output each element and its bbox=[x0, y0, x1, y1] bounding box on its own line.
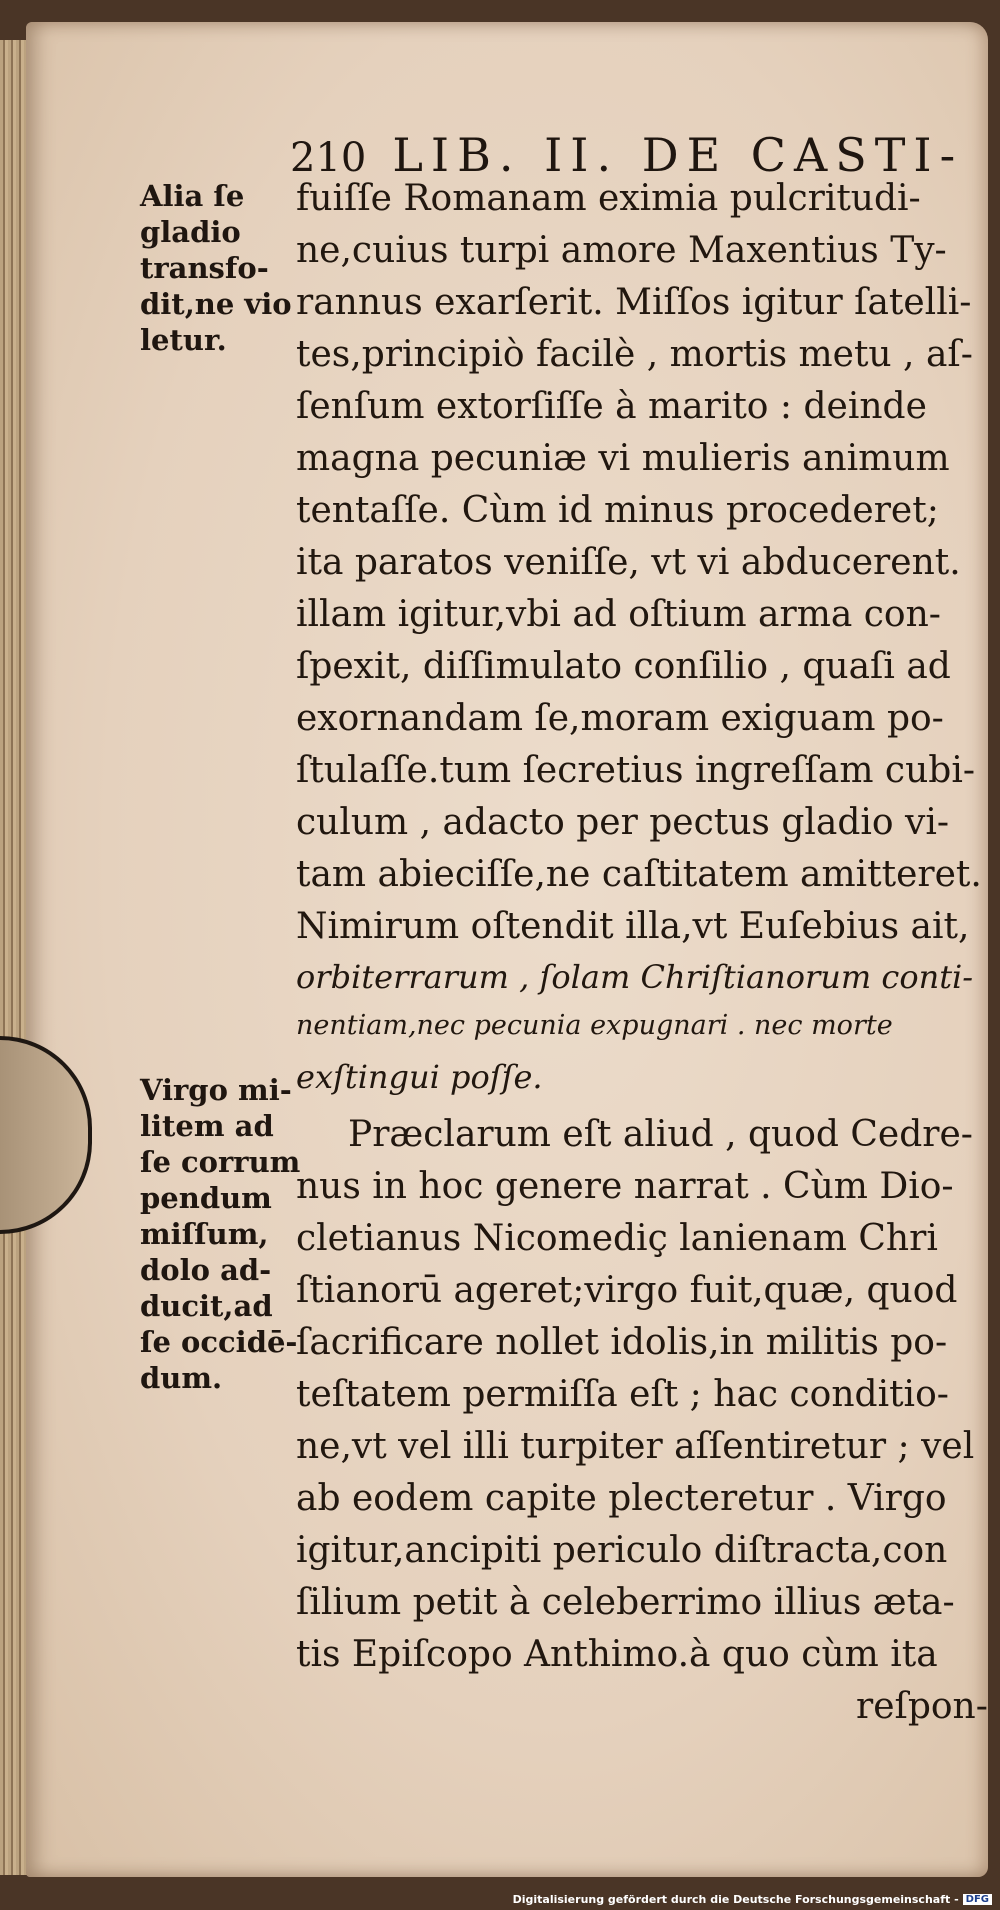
margin-note-line: dolo ad- bbox=[140, 1253, 272, 1287]
margin-note-line: miſſum, bbox=[140, 1217, 269, 1251]
footer-text: Digitalisierung gefördert durch die Deutsche Forschungsgemeinschaft - bbox=[512, 1893, 959, 1906]
text-line: illam igitur,vbi ad oſtium arma con- bbox=[296, 594, 941, 635]
text-line: ſacrificare nollet idolis,in militis po- bbox=[296, 1322, 948, 1363]
margin-note-line: dum. bbox=[140, 1361, 223, 1395]
running-head bbox=[290, 128, 970, 182]
margin-note-2 bbox=[140, 1072, 300, 1396]
running-title: LIB. II. DE CASTI- bbox=[392, 128, 964, 182]
text-line: tam abieciſſe,ne caſtitatem amitteret. bbox=[296, 854, 982, 895]
margin-note-line: litem ad bbox=[140, 1109, 274, 1143]
page-number: 210 bbox=[290, 135, 367, 181]
text-line: ſtulaſſe.tum ſecretius ingreſſam cubi- bbox=[296, 750, 975, 791]
margin-note-line: ſe occidē- bbox=[140, 1325, 298, 1359]
margin-note-line: gladio bbox=[140, 215, 241, 249]
text-line: nus in hoc genere narrat . Cùm Dio- bbox=[296, 1166, 954, 1207]
text-line: fuiſſe Romanam eximia pulcritudi- bbox=[296, 178, 921, 219]
text-line: ſpexit, diſſimulato conſilio , quaſi ad bbox=[296, 646, 951, 687]
text-line: exornandam ſe,moram exiguam po- bbox=[296, 698, 944, 739]
text-line-italic: orbiterrarum , ſolam Chriſtianorum conti- bbox=[296, 958, 974, 996]
text-line: ſtianorū ageret;virgo fuit,quæ, quod bbox=[296, 1270, 958, 1311]
margin-note-line: letur. bbox=[140, 323, 227, 357]
text-line: ſenſum extorſiſſe à marito : deinde bbox=[296, 386, 927, 427]
margin-note-line: pendum bbox=[140, 1181, 272, 1215]
text-line: ita paratos veniſſe, vt vi abducerent. bbox=[296, 542, 961, 583]
text-line: Præclarum eſt aliud , quod Cedre- bbox=[348, 1114, 973, 1155]
margin-note-line: ſe corrum bbox=[140, 1145, 301, 1179]
text-line: tes,principiò facilè , mortis metu , aſ- bbox=[296, 334, 973, 375]
margin-note-line: dit,ne vio bbox=[140, 287, 292, 321]
margin-note-line: Virgo mi- bbox=[140, 1073, 292, 1107]
text-line: igitur,ancipiti periculo diſtracta,con bbox=[296, 1530, 948, 1571]
text-line: rannus exarſerit. Miſſos igitur ſatelli- bbox=[296, 282, 972, 323]
text-line: cletianus Nicomediç lanienam Chri bbox=[296, 1218, 938, 1259]
dfg-logo: DFG bbox=[963, 1894, 992, 1905]
text-line: magna pecuniæ vi mulieris animum bbox=[296, 438, 950, 479]
text-line-italic: nentiam,nec pecunia expugnari . nec morte bbox=[296, 1010, 893, 1041]
margin-note-1 bbox=[140, 178, 300, 358]
text-line: ne,vt vel illi turpiter aſſentiretur ; vel bbox=[296, 1426, 975, 1467]
margin-note-line: transfo- bbox=[140, 251, 269, 285]
text-line-italic: exſtingui poſſe. bbox=[296, 1058, 543, 1096]
text-line: tentaſſe. Cùm id minus procederet; bbox=[296, 490, 939, 531]
text-line: ſilium petit à celeberrimo illius æta- bbox=[296, 1582, 955, 1623]
text-line: Nimirum oſtendit illa,vt Euſebius ait, bbox=[296, 906, 970, 947]
text-line: culum , adacto per pectus gladio vi- bbox=[296, 802, 950, 843]
text-line: tis Epiſcopo Anthimo.à quo cùm ita bbox=[296, 1634, 938, 1675]
margin-note-line: ducit,ad bbox=[140, 1289, 273, 1323]
digitization-footer bbox=[513, 1893, 992, 1906]
text-line: teſtatem permiſſa eſt ; hac conditio- bbox=[296, 1374, 949, 1415]
text-line: ab eodem capite plecteretur . Virgo bbox=[296, 1478, 947, 1519]
text-line: ne,cuius turpi amore Maxentius Ty- bbox=[296, 230, 947, 271]
catchword: reſpon- bbox=[856, 1686, 988, 1727]
margin-note-line: Alia ſe bbox=[140, 179, 245, 213]
